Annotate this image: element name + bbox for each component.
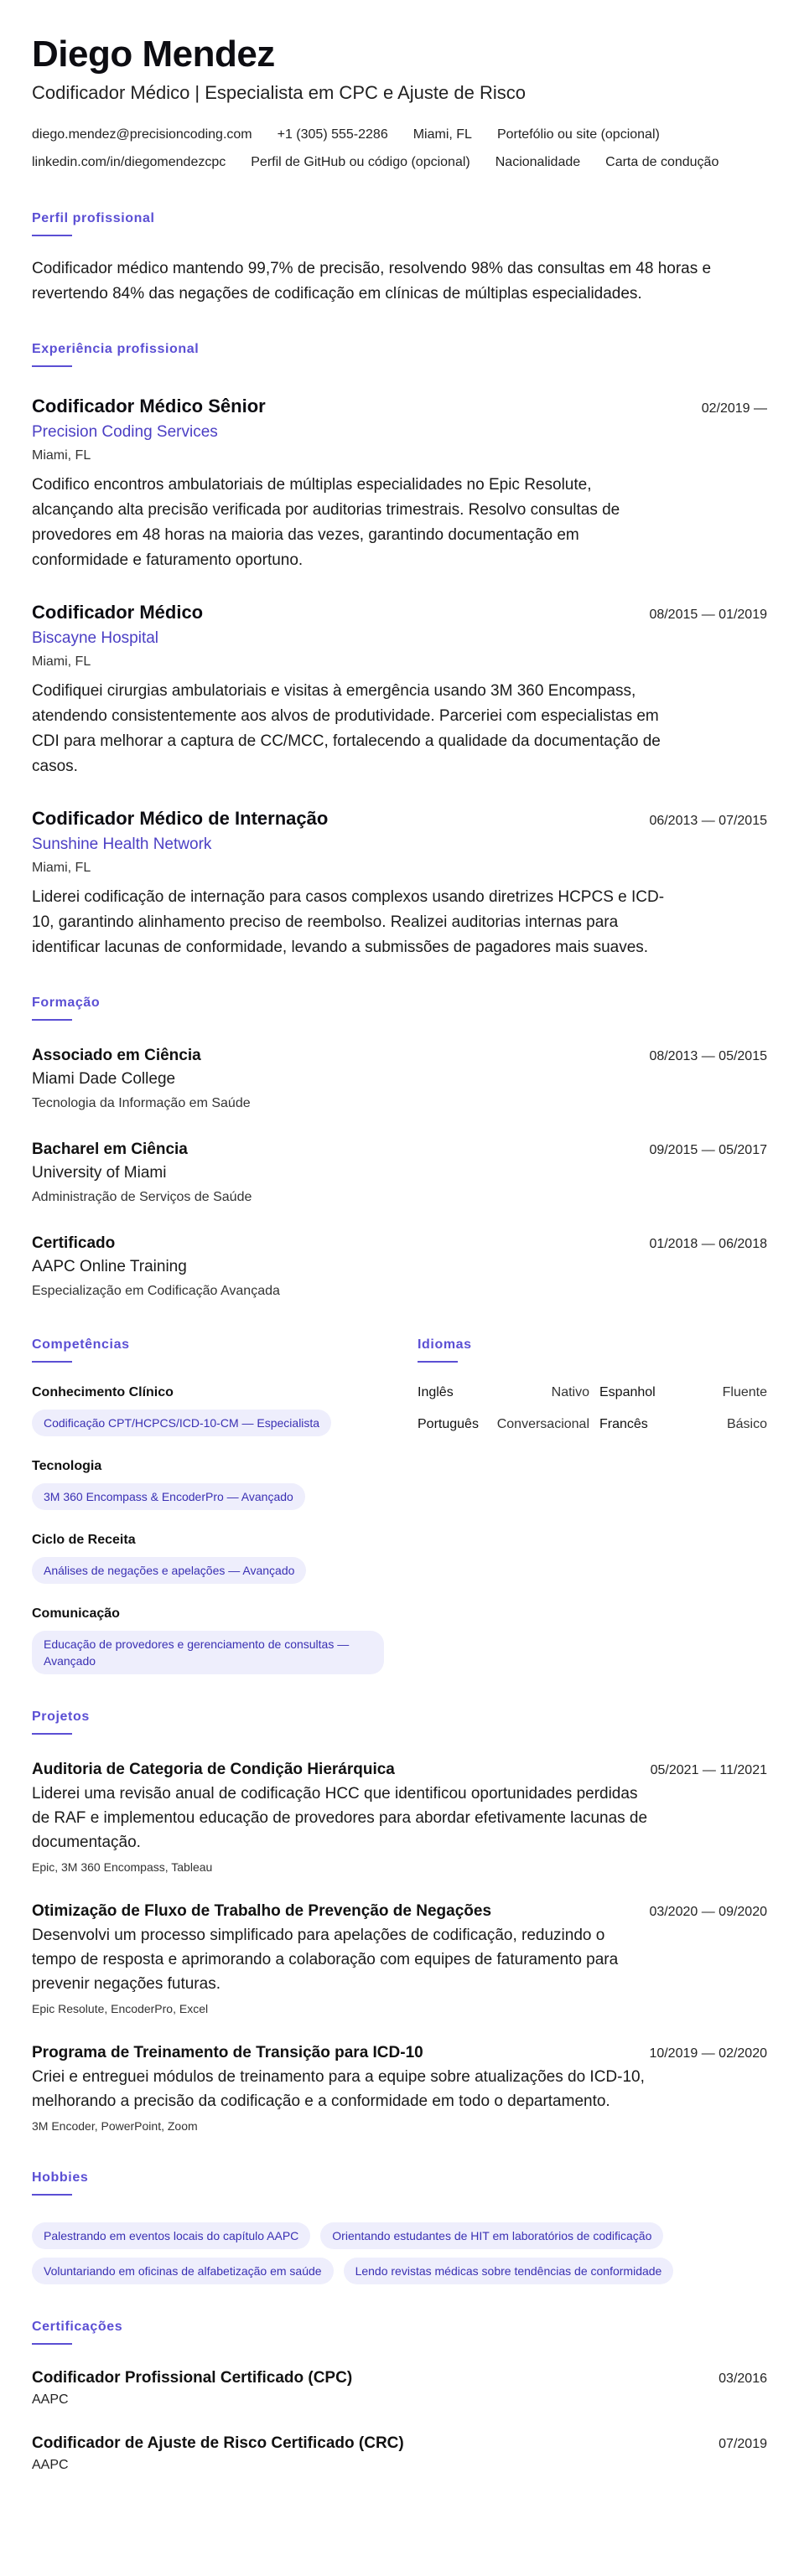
education-degree: Certificado	[32, 1234, 116, 1252]
section-divider	[32, 1733, 72, 1735]
section-heading: Formação	[32, 996, 101, 1010]
job-date: 08/2015 — 01/2019	[649, 608, 767, 622]
language-list	[418, 1383, 767, 1435]
language-name: Português	[418, 1417, 479, 1431]
section-divider	[32, 1019, 72, 1021]
language-name: Inglês	[418, 1385, 454, 1399]
job-description: Codifiquei cirurgias ambulatoriais e visitas à emergência usando 3M 360 Encompass, atendendo consistentemente aos alvos de produtividade. Parceriei com especialistas em CDI para melhorar a captura de CC/MCC, fortalecendo a qualidade da documentação de casos.	[32, 682, 661, 775]
section-divider	[418, 1361, 458, 1363]
contact-license: Carta de condução	[605, 155, 719, 169]
candidate-title: Codificador Médico | Especialista em CPC e Ajuste de Risco	[32, 82, 526, 103]
project-tools: 3M Encoder, PowerPoint, Zoom	[32, 2119, 198, 2133]
resume-header	[32, 32, 767, 176]
project-entry	[32, 1900, 767, 2018]
education-field: Administração de Serviços de Saúde	[32, 1190, 252, 1204]
certification-name: Codificador de Ajuste de Risco Certificado (CRC)	[32, 2434, 404, 2452]
job-entry	[32, 806, 767, 960]
section-heading: Experiência profissional	[32, 342, 200, 356]
education-field: Especialização em Codificação Avançada	[32, 1284, 280, 1298]
job-date: 02/2019 —	[701, 401, 767, 416]
education-date: 09/2015 — 05/2017	[649, 1143, 767, 1157]
project-tools: Epic Resolute, EncoderPro, Excel	[32, 2002, 209, 2015]
education-entry	[32, 1138, 767, 1208]
project-date: 03/2020 — 09/2020	[649, 1905, 767, 1919]
contact-email[interactable]: diego.mendez@precisioncoding.com	[32, 127, 252, 142]
skill-group	[32, 1530, 418, 1584]
section-divider	[32, 365, 72, 367]
education-section	[32, 994, 767, 1302]
certification-date: 07/2019	[719, 2437, 767, 2451]
job-title: Codificador Médico Sênior	[32, 396, 266, 416]
job-company: Biscayne Hospital	[32, 629, 159, 647]
skill-chip: Análises de negações e apelações — Avançado	[32, 1557, 306, 1584]
section-heading: Idiomas	[418, 1337, 472, 1352]
education-date: 08/2013 — 05/2015	[649, 1049, 767, 1063]
education-school: Miami Dade College	[32, 1070, 176, 1088]
project-title: Programa de Treinamento de Transição para ICD-10	[32, 2044, 423, 2061]
education-degree: Associado em Ciência	[32, 1047, 201, 1064]
hobbies-section	[32, 2169, 767, 2284]
contact-phone[interactable]: +1 (305) 555-2286	[277, 127, 388, 142]
section-heading: Competências	[32, 1337, 130, 1352]
skill-chip: Educação de provedores e gerenciamento de consultas — Avançado	[32, 1631, 384, 1674]
job-company: Sunshine Health Network	[32, 835, 212, 853]
experience-section	[32, 340, 767, 960]
certification-entry	[32, 2432, 767, 2475]
certification-entry	[32, 2367, 767, 2410]
certification-issuer: AAPC	[32, 2458, 69, 2472]
job-description: Liderei codificação de internação para casos complexos usando diretrizes HCPCS e ICD-10, garantindo alinhamento preciso de reembolso. Realizei auditorias internas para identificar lacunas de conformidade, levando a submissões de pagadores mais suaves.	[32, 888, 665, 956]
job-title: Codificador Médico de Internação	[32, 808, 329, 829]
contact-linkedin[interactable]: linkedin.com/in/diegomendezcpc	[32, 155, 226, 169]
section-divider	[32, 2194, 72, 2196]
hobby-chip: Voluntariando em oficinas de alfabetização em saúde	[32, 2258, 334, 2284]
section-heading: Hobbies	[32, 2170, 89, 2185]
education-degree: Bacharel em Ciência	[32, 1141, 188, 1158]
profile-section	[32, 209, 767, 307]
hobby-chip: Lendo revistas médicas sobre tendências de conformidade	[344, 2258, 674, 2284]
section-divider	[32, 235, 72, 236]
contact-nationality: Nacionalidade	[495, 155, 581, 169]
contact-list	[32, 121, 753, 176]
skill-chip: 3M 360 Encompass & EncoderPro — Avançado	[32, 1483, 305, 1510]
language-name: Espanhol	[599, 1385, 656, 1399]
project-description: Criei e entreguei módulos de treinamento para a equipe sobre atualizações do ICD-10, melhorando a precisão da codificação e a conformidade em todo o departamento.	[32, 2068, 645, 2110]
language-level: Fluente	[722, 1385, 767, 1399]
project-entry	[32, 1758, 767, 1876]
hobby-chip: Palestrando em eventos locais do capítulo AAPC	[32, 2222, 310, 2249]
certification-date: 03/2016	[719, 2372, 767, 2386]
skill-category: Tecnologia	[32, 1459, 102, 1473]
language-name: Francês	[599, 1417, 648, 1431]
certification-issuer: AAPC	[32, 2392, 69, 2407]
language-level: Conversacional	[496, 1417, 589, 1431]
skill-group	[32, 1456, 418, 1510]
skill-category: Conhecimento Clínico	[32, 1385, 174, 1399]
section-heading: Projetos	[32, 1710, 90, 1724]
section-heading: Certificações	[32, 2320, 123, 2334]
skill-group	[32, 1604, 418, 1674]
skill-category: Comunicação	[32, 1606, 120, 1621]
skills-section	[32, 1336, 418, 1674]
education-school: AAPC Online Training	[32, 1258, 187, 1275]
job-company: Precision Coding Services	[32, 423, 218, 441]
skill-chip: Codificação CPT/HCPCS/ICD-10-CM — Especialista	[32, 1410, 331, 1436]
education-date: 01/2018 — 06/2018	[649, 1237, 767, 1251]
hobby-chip: Orientando estudantes de HIT em laboratórios de codificação	[320, 2222, 663, 2249]
project-tools: Epic, 3M 360 Encompass, Tableau	[32, 1860, 213, 1874]
project-title: Auditoria de Categoria de Condição Hierárquica	[32, 1761, 395, 1778]
education-entry	[32, 1044, 767, 1115]
language-level: Básico	[726, 1417, 767, 1431]
job-entry	[32, 600, 767, 779]
skill-category: Ciclo de Receita	[32, 1533, 136, 1547]
job-entry	[32, 394, 767, 573]
project-date: 05/2021 — 11/2021	[650, 1763, 767, 1777]
hobby-list	[32, 2214, 770, 2284]
project-entry	[32, 2041, 767, 2135]
language-level: Nativo	[551, 1385, 589, 1399]
contact-portfolio[interactable]: Portefólio ou site (opcional)	[496, 127, 660, 142]
education-school: University of Miami	[32, 1164, 167, 1182]
project-description: Liderei uma revisão anual de codificação HCC que identificou oportunidades perdidas de RAF e implementou educação de provedores para abordar efetivamente lacunas de documentação.	[32, 1785, 648, 1851]
projects-section	[32, 1708, 767, 2135]
project-date: 10/2019 — 02/2020	[649, 2046, 767, 2061]
job-location: Miami, FL	[32, 861, 91, 875]
languages-section	[418, 1336, 767, 1674]
profile-summary: Codificador médico mantendo 99,7% de precisão, resolvendo 98% das consultas em 48 horas e revertendo 84% das negações de codificação em clínicas de múltiplas especialidades.	[32, 260, 712, 303]
skill-group	[32, 1383, 418, 1436]
candidate-name: Diego Mendez	[32, 34, 275, 75]
job-location: Miami, FL	[32, 654, 91, 669]
job-title: Codificador Médico	[32, 602, 204, 623]
education-entry	[32, 1232, 767, 1302]
contact-location: Miami, FL	[412, 127, 472, 142]
section-divider	[32, 2343, 72, 2345]
education-field: Tecnologia da Informação em Saúde	[32, 1096, 251, 1110]
skills-languages-row	[32, 1336, 767, 1674]
job-location: Miami, FL	[32, 448, 91, 463]
job-date: 06/2013 — 07/2015	[649, 814, 767, 828]
certification-name: Codificador Profissional Certificado (CPC)	[32, 2369, 353, 2387]
certifications-section	[32, 2318, 767, 2475]
contact-github[interactable]: Perfil de GitHub ou código (opcional)	[251, 155, 470, 169]
job-description: Codifico encontros ambulatoriais de múltiplas especialidades no Epic Resolute, alcançando alta precisão verificada por auditorias trimestrais. Resolvo consultas de provedores em 48 horas na maioria das vezes, garantindo documentação em conformidade e faturamento oportuno.	[32, 476, 620, 569]
section-heading: Perfil profissional	[32, 211, 155, 225]
section-divider	[32, 1361, 72, 1363]
project-title: Otimização de Fluxo de Trabalho de Prevenção de Negações	[32, 1902, 492, 1920]
project-description: Desenvolvi um processo simplificado para apelações de codificação, reduzindo o tempo de resposta e aprimorando a colaboração com equipes de faturamento para prevenir negações futuras.	[32, 1927, 619, 1993]
